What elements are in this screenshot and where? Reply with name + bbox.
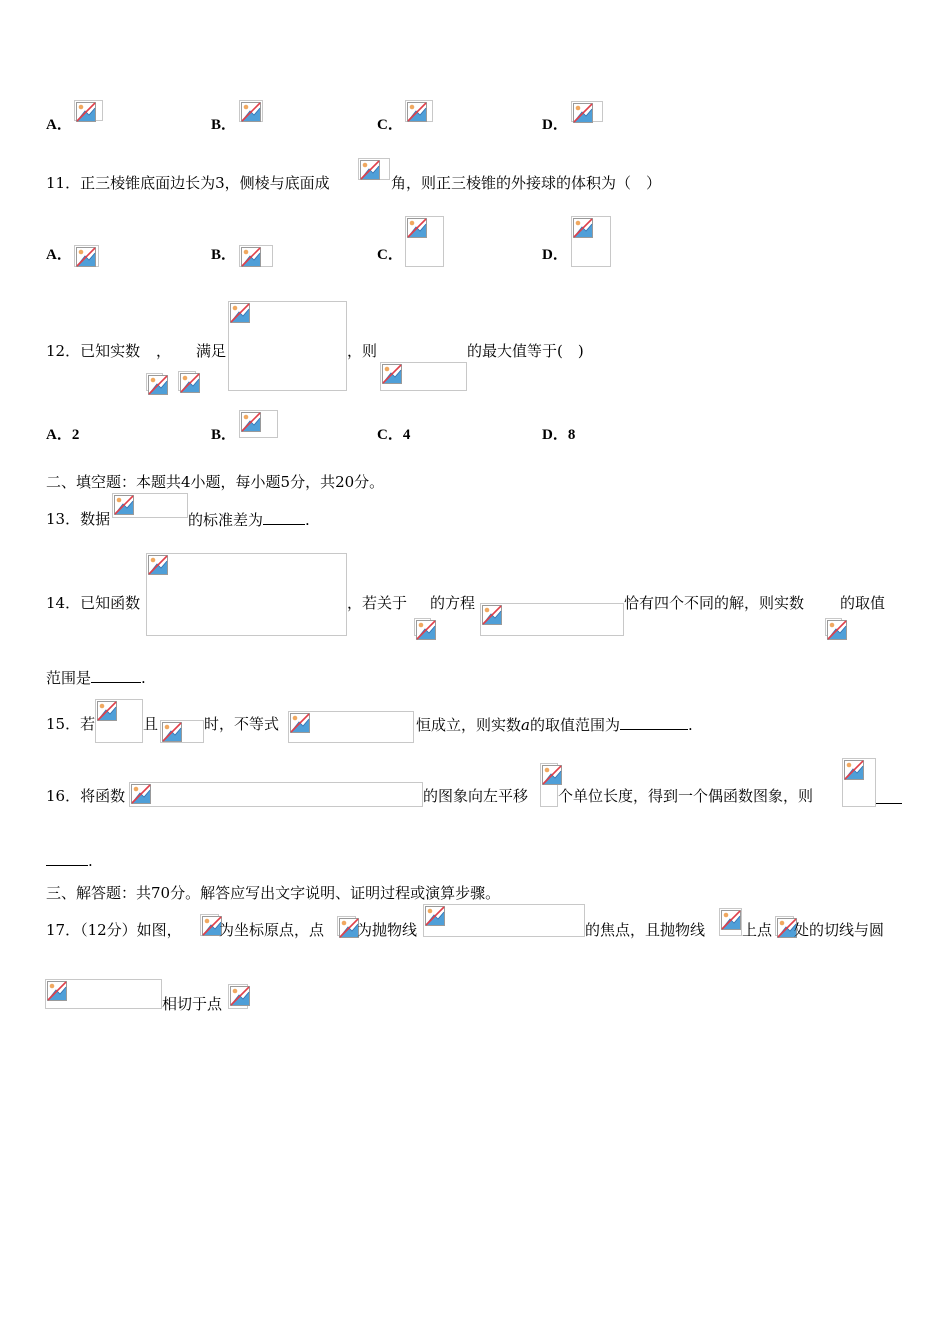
- q15-inequality-image: [288, 711, 414, 743]
- broken-image-icon: [47, 981, 67, 1001]
- q17-parabola-image: [423, 904, 585, 937]
- q15-condition2-image: [160, 720, 204, 743]
- q10-option-c-label: C．: [377, 117, 403, 133]
- q17-stem-part7: 相切于点: [162, 995, 223, 1013]
- q16-answer-blank-line2: [46, 851, 88, 866]
- q14-stem-part4: 恰有四个不同的解，则实数: [624, 594, 805, 612]
- q12-stem-part1: 12．已知实数: [46, 342, 141, 360]
- broken-image-icon: [162, 722, 182, 742]
- broken-image-icon: [482, 605, 502, 625]
- q14-stem-part1: 14．已知函数: [46, 594, 141, 612]
- q16-stem-part1: 16．将函数: [46, 787, 126, 805]
- q11-stem-part1: 11．正三棱锥底面边长为3，侧棱与底面成: [46, 174, 330, 192]
- q17-stem-part2: 为坐标原点，点: [219, 921, 325, 939]
- broken-image-icon: [148, 555, 168, 575]
- q12-option-b-image: [239, 410, 278, 438]
- q10-option-b-label: B．: [211, 117, 237, 133]
- q12-stem-part4: 的最大值等于( ): [467, 342, 584, 360]
- q11-angle-image: [358, 158, 390, 180]
- broken-image-icon: [180, 373, 200, 393]
- q14-stem-part2: ，若关于: [347, 594, 408, 612]
- q16-answer-blank-line1: [876, 789, 902, 804]
- q11-option-d-image: [571, 216, 611, 267]
- q17-parabola-name-image: [719, 908, 742, 936]
- q15-stem-part2: 且: [143, 715, 159, 733]
- broken-image-icon: [360, 160, 380, 180]
- q13-data-image: [112, 493, 188, 518]
- q17-focus-image: [337, 916, 356, 936]
- q12-stem-part3: ，则: [347, 342, 378, 360]
- broken-image-icon: [241, 102, 261, 122]
- q14-stem-part3: 的方程: [430, 594, 476, 612]
- q17-stem-part1: 17．（12分）如图，: [46, 921, 182, 939]
- q16-answer-var-image: [842, 758, 876, 807]
- broken-image-icon: [721, 910, 741, 930]
- broken-image-icon: [425, 906, 445, 926]
- q15-stem-part3: 时，不等式: [204, 715, 280, 733]
- q16-stem-part3: 个单位长度，得到一个偶函数图象，则: [558, 787, 814, 805]
- broken-image-icon: [542, 765, 562, 785]
- q17-stem-part5: 上点: [742, 921, 773, 939]
- broken-image-icon: [827, 620, 847, 640]
- q12-var-x-image: [146, 373, 163, 391]
- q11-option-b-label: B．: [211, 247, 237, 263]
- q15-answer-blank: [620, 715, 688, 730]
- broken-image-icon: [573, 218, 593, 238]
- q10-option-d-image: [571, 101, 603, 122]
- broken-image-icon: [114, 495, 134, 515]
- q13-stem-part2: 的标准差为 .: [188, 511, 310, 529]
- q12-constraints-image: [228, 301, 347, 391]
- q14-var-image: [825, 618, 842, 636]
- broken-image-icon: [76, 247, 96, 267]
- broken-image-icon: [382, 364, 402, 384]
- q14-answer-blank: [91, 668, 141, 683]
- q15-condition1-image: [95, 699, 143, 743]
- q15-stem-part1: 15．若: [46, 715, 96, 733]
- q10-option-a-label: A．: [46, 117, 72, 133]
- q10-option-c-image: [405, 100, 433, 122]
- q11-option-b-image: [239, 245, 273, 267]
- section-2-heading: 二、填空题：本题共4小题，每小题5分，共20分。: [46, 473, 385, 491]
- q14-function-image: [146, 553, 347, 636]
- broken-image-icon: [407, 102, 427, 122]
- q12-stem-part2: 满足: [196, 342, 227, 360]
- broken-image-icon: [339, 918, 359, 938]
- broken-image-icon: [131, 784, 151, 804]
- broken-image-icon: [573, 103, 593, 123]
- q11-option-d-label: D．: [542, 247, 568, 263]
- q16-stem-part2: 的图象向左平移: [423, 787, 529, 805]
- q14-line2: 范围是 .: [46, 669, 146, 687]
- q11-option-c-image: [405, 216, 444, 267]
- q17-stem-part4: 的焦点，且抛物线: [585, 921, 706, 939]
- q11-option-a-label: A．: [46, 247, 72, 263]
- q17-origin-image: [200, 914, 219, 936]
- q17-point-image: [775, 916, 794, 936]
- q10-option-d-label: D．: [542, 117, 568, 133]
- q17-circle-image: [45, 979, 162, 1009]
- broken-image-icon: [76, 102, 96, 122]
- broken-image-icon: [230, 986, 250, 1006]
- q17-stem-part6: 处的切线与圆: [794, 921, 885, 939]
- broken-image-icon: [844, 760, 864, 780]
- q10-option-a-image: [74, 100, 103, 121]
- q16-answer-line2: .: [46, 851, 93, 870]
- broken-image-icon: [241, 412, 261, 432]
- broken-image-icon: [416, 620, 436, 640]
- q11-stem-part2: 角，则正三棱锥的外接球的体积为（ ）: [391, 174, 662, 192]
- q11-option-a-image: [74, 245, 99, 267]
- section-3-heading: 三、解答题：共70分。解答应写出文字说明、证明过程或演算步骤。: [46, 884, 501, 902]
- q12-option-d: D．8: [542, 427, 576, 443]
- q14-var-x-image: [414, 618, 431, 636]
- broken-image-icon: [290, 713, 310, 733]
- q12-comma: ，: [156, 342, 172, 360]
- q15-stem-part4: 恒成立，则实数a的取值范围为 .: [416, 716, 693, 734]
- q16-function-image: [129, 782, 423, 807]
- q17-tangent-point-image: [228, 984, 248, 1009]
- q12-option-a: A．2: [46, 427, 80, 443]
- q17-stem-part3: 为抛物线: [357, 921, 418, 939]
- q10-option-b-image: [239, 100, 263, 122]
- broken-image-icon: [148, 375, 168, 395]
- broken-image-icon: [97, 701, 117, 721]
- q11-option-c-label: C．: [377, 247, 403, 263]
- q14-stem-part5: 的取值: [840, 594, 886, 612]
- broken-image-icon: [241, 247, 261, 267]
- q14-equation-image: [480, 603, 624, 636]
- q12-var-y-image: [178, 371, 196, 391]
- broken-image-icon: [407, 218, 427, 238]
- broken-image-icon: [230, 303, 250, 323]
- q13-stem-part1: 13．数据: [46, 510, 111, 528]
- q16-shift-image: [540, 763, 558, 807]
- q12-option-c: C．4: [377, 427, 411, 443]
- q12-expression-image: [380, 362, 467, 391]
- q13-answer-blank: [263, 510, 305, 525]
- q12-option-b-label: B．: [211, 427, 237, 443]
